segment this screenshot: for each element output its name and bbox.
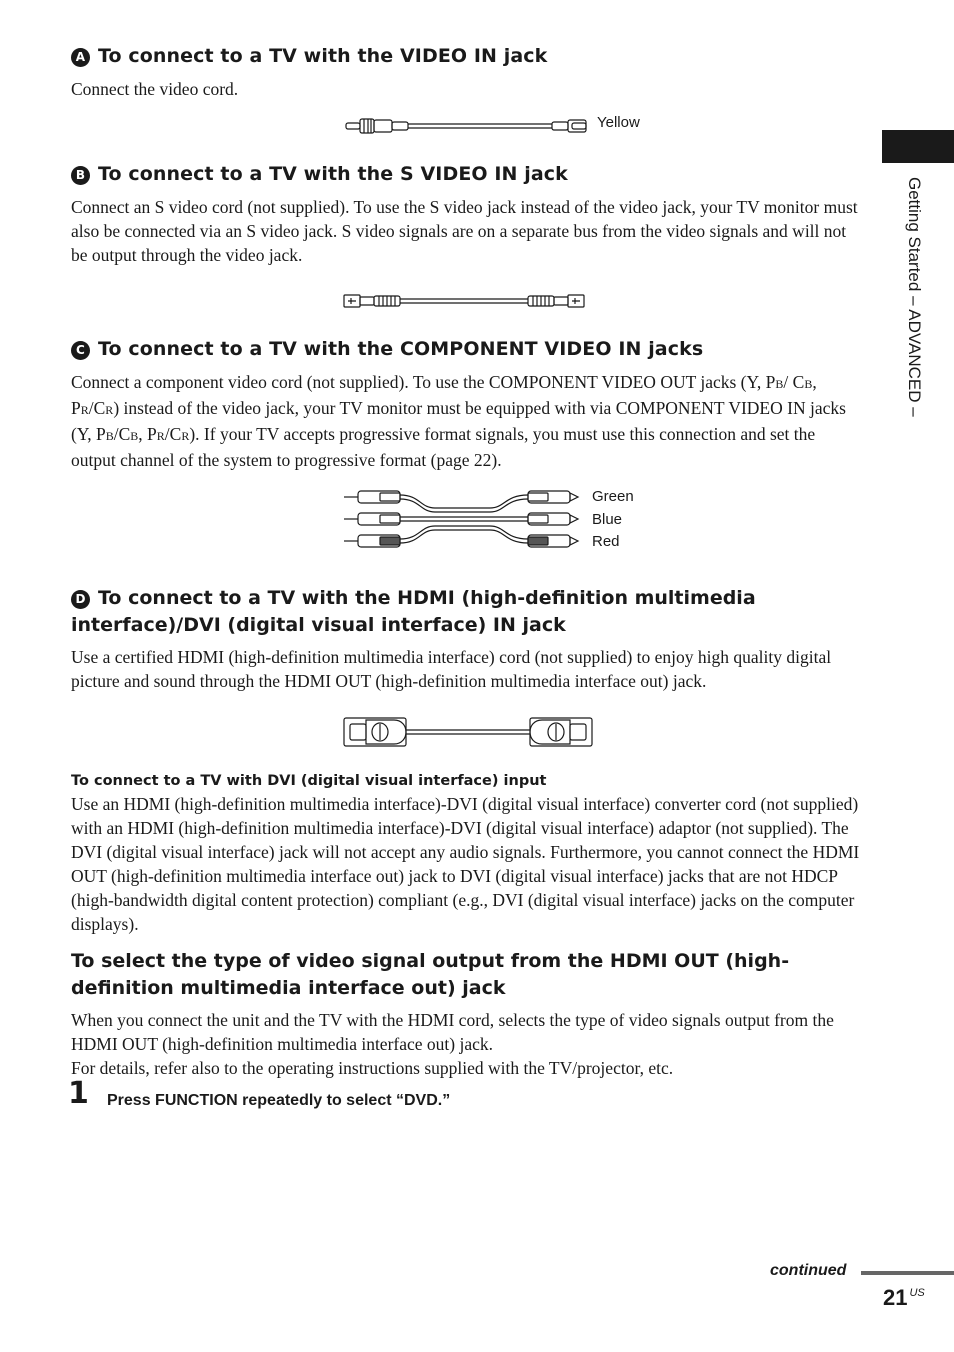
section-b-title: To connect to a TV with the S VIDEO IN jack xyxy=(98,163,568,185)
sidebar-tab xyxy=(882,130,954,163)
section-a-title: To connect to a TV with the VIDEO IN jack xyxy=(98,45,548,67)
video-cord-illustration xyxy=(340,112,600,140)
s-video-cord-illustration xyxy=(340,290,590,312)
section-d-body: Use a certified HDMI (high-definition multimedia interface) cord (not supplied) to enjoy high quality digital picture and sound through the HDMI OUT (high-definition multimedia interface out) jack. xyxy=(71,647,832,691)
dvi-body: Use an HDMI (high-definition multimedia interface)-DVI (digital visual interface) converter cord (not supplied) with an HDMI (high-definition multimedia interface)-DVI (digital visual interface) adaptor (not supplied). The DVI (digital visual interface) jack will not accept any audio signals. Furthermore, you cannot connect the HDMI OUT (high-definition multimedia interface out) jack to DVI (digital visual interface) jacks that are not HDCP (high-bandwidth digital content protection) compliant (e.g., DVI (digital visual interface) jacks on the computer displays). xyxy=(71,794,860,934)
section-c-marker: C xyxy=(71,341,90,360)
select-heading: To select the type of video signal output from the HDMI OUT (high-definition multimedia interface out) jack xyxy=(71,950,790,999)
component-cord-label-green: Green xyxy=(592,488,634,505)
select-body-2: For details, refer also to the operating instructions supplied with the TV/projector, etc. xyxy=(71,1058,674,1078)
section-b-body: Connect an S video cord (not supplied). To use the S video jack instead of the video jack, your TV monitor must also be connected via an S video jack. S video signals are on a separate bus from the video signals and will not be output through the video jack. xyxy=(71,197,858,265)
select-body-1: When you connect the unit and the TV with the HDMI cord, selects the type of video signals output from the HDMI OUT (high-definition multimedia interface out) jack. xyxy=(71,1010,834,1054)
section-c-body: Connect a component video cord (not supplied). To use the COMPONENT VIDEO OUT jacks (Y, PB/ CB, PR/CR) instead of the video jack, your TV monitor must be equipped with via COMPONENT VIDEO IN jacks (Y, PB/CB, PR/CR). If your TV accepts progressive format signals, you must use this connection and set the output channel of the system to progressive format (page 22). xyxy=(71,372,846,470)
component-cord-label-blue: Blue xyxy=(592,511,623,528)
section-d-marker: D xyxy=(71,590,90,609)
section-b-heading xyxy=(71,161,568,188)
section-a-marker: A xyxy=(71,48,90,67)
component-cord-label-red: Red xyxy=(592,533,620,550)
section-c-title: To connect to a TV with the COMPONENT VIDEO IN jacks xyxy=(98,338,704,360)
continued-bar xyxy=(861,1271,954,1275)
sidebar-section-label: Getting Started – ADVANCED – xyxy=(905,177,924,417)
continued-label: continued xyxy=(770,1262,847,1279)
section-a-heading xyxy=(71,43,547,70)
section-d-title: To connect to a TV with the HDMI (high-definition multimedia interface)/DVI (digital visual interface) IN jack xyxy=(71,587,756,636)
component-cord-illustration xyxy=(340,486,585,554)
section-a-body: Connect the video cord. xyxy=(71,79,239,99)
page-suffix: US xyxy=(909,1287,925,1299)
section-c-heading xyxy=(71,336,703,363)
section-b-marker: B xyxy=(71,166,90,185)
step-instruction: Press FUNCTION repeatedly to select “DVD.” xyxy=(107,1092,451,1109)
page-number: 21 $^{US}$ xyxy=(883,1285,925,1310)
dvi-subheading: To connect to a TV with DVI (digital visual interface) input xyxy=(71,773,547,789)
video-cord-label: Yellow xyxy=(597,114,640,131)
section-d-heading xyxy=(71,585,861,639)
step-number: 1 xyxy=(68,1076,89,1111)
hdmi-cord-illustration xyxy=(340,714,596,750)
